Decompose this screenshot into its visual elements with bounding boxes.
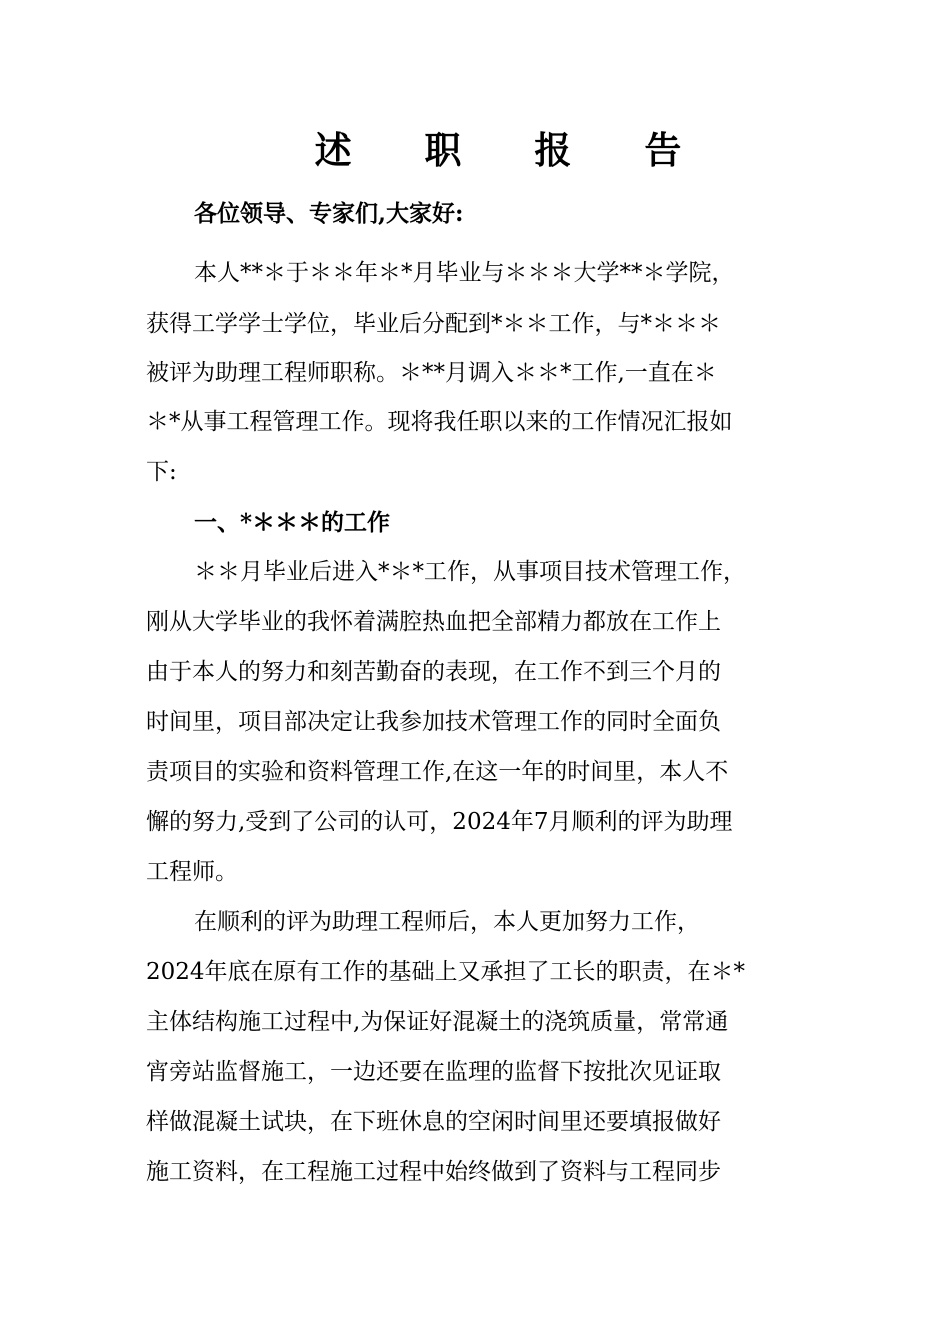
paragraph-line: 获得工学学士学位，毕业后分配到*＊＊工作，与*＊＊＊ <box>146 311 721 337</box>
paragraph-line: 2024年底在原有工作的基础上又承担了工长的职责，在＊* <box>146 959 746 985</box>
paragraph-line: 工程师。 <box>146 859 238 885</box>
paragraph-line: 懈的努力,受到了公司的认可，2024年7月顺利的评为助理 <box>146 809 733 835</box>
paragraph-line: 刚从大学毕业的我怀着满腔热血把全部精力都放在工作上 <box>146 609 721 635</box>
document-title: 述 职 报 告 <box>314 128 712 172</box>
paragraph-line: 本人**＊于＊＊年＊*月毕业与＊＊＊大学**＊学院， <box>194 260 735 286</box>
paragraph-line: 在顺利的评为助理工程师后，本人更加努力工作， <box>194 909 700 935</box>
paragraph-line: 主体结构施工过程中,为保证好混凝土的浇筑质量，常常通 <box>146 1009 729 1035</box>
paragraph-line: 样做混凝土试块，在下班休息的空闲时间里还要填报做好 <box>146 1109 721 1135</box>
paragraph-line: 责项目的实验和资料管理工作,在这一年的时间里，本人不 <box>146 759 729 785</box>
paragraph-line: ＊*从事工程管理工作。现将我任职以来的工作情况汇报如 <box>146 409 733 435</box>
greeting: 各位领导、专家们,大家好: <box>194 200 464 227</box>
paragraph-line: 时间里，项目部决定让我参加技术管理工作的同时全面负 <box>146 709 721 735</box>
section-heading: 一、*＊＊＊的工作 <box>194 509 391 536</box>
paragraph-line: 被评为助理工程师职称。＊**月调入＊＊*工作,一直在＊ <box>146 360 717 386</box>
paragraph-line: 施工资料，在工程施工过程中始终做到了资料与工程同步 <box>146 1159 721 1185</box>
paragraph-line: 宵旁站监督施工，一边还要在监理的监督下按批次见证取 <box>146 1059 721 1085</box>
paragraph-line: 由于本人的努力和刻苦勤奋的表现，在工作不到三个月的 <box>146 659 721 685</box>
paragraph-line: ＊＊月毕业后进入*＊*工作，从事项目技术管理工作， <box>194 559 746 585</box>
paragraph-line: 下: <box>146 459 177 485</box>
